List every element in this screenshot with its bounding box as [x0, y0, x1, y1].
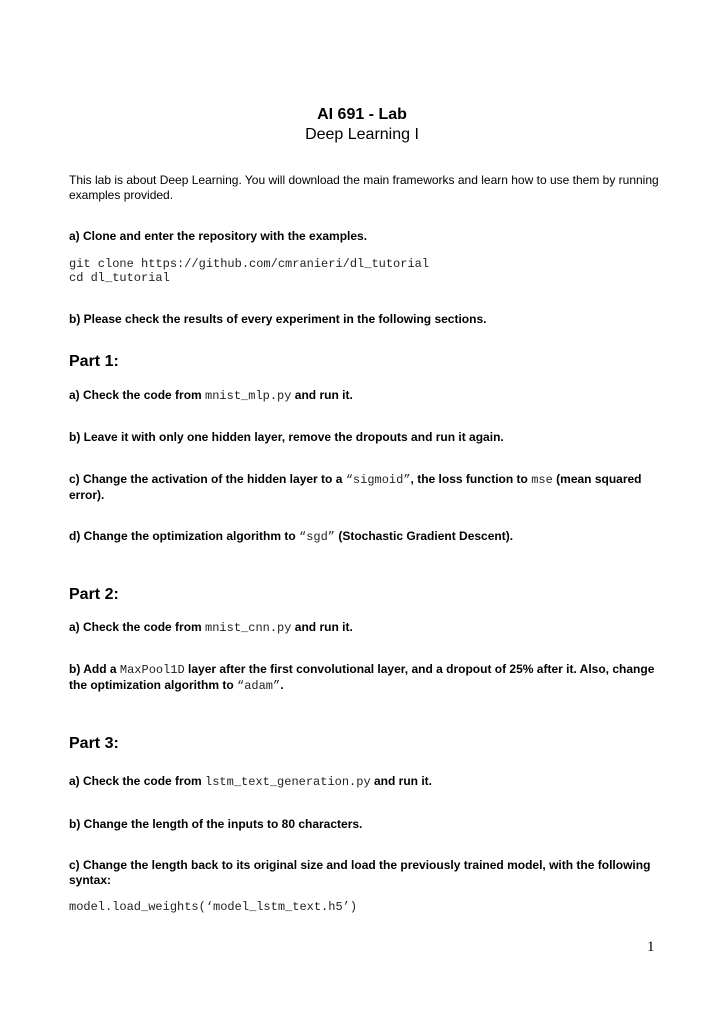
part1-c-pre: c) Change the activation of the hidden layer to a: [69, 472, 346, 486]
part1-step-b: b) Leave it with only one hidden layer, remove the dropouts and run it again.: [69, 430, 504, 444]
doc-subtitle: Deep Learning I: [305, 126, 419, 143]
page-number: 1: [647, 939, 655, 955]
part1-c-mid: , the loss function to: [410, 472, 532, 486]
part2-heading: Part 2:: [69, 586, 119, 603]
part2-step-a: [69, 620, 659, 636]
part3-a-pre: a) Check the code from: [69, 774, 206, 788]
part2-b-code1: MaxPool1D: [119, 663, 185, 677]
part1-heading: Part 1:: [69, 353, 119, 370]
part2-b-code2: “adam”: [237, 679, 281, 693]
part2-a-post: and run it.: [291, 620, 353, 634]
part1-step-d: [69, 529, 659, 545]
part1-a-post: and run it.: [291, 388, 353, 402]
part2-b-post: .: [280, 678, 284, 692]
part2-a-code: mnist_cnn.py: [205, 621, 292, 635]
part1-a-code: mnist_mlp.py: [205, 389, 292, 403]
part3-a-post: and run it.: [370, 774, 433, 788]
part1-a-pre: a) Check the code from: [69, 388, 206, 402]
part1-c-code2: mse: [531, 473, 553, 487]
intro-paragraph: This lab is about Deep Learning. You will download the main frameworks and learn how to use them by running examples provided.: [69, 173, 659, 202]
part2-a-pre: a) Check the code from: [69, 620, 206, 634]
code-line-cd: cd dl_tutorial: [69, 271, 170, 285]
setup-step-a: a) Clone and enter the repository with the examples.: [69, 229, 368, 243]
setup-step-b: b) Please check the results of every experiment in the following sections.: [69, 312, 487, 326]
part1-d-pre: d) Change the optimization algorithm to: [69, 529, 299, 543]
doc-title: AI 691 - Lab: [317, 106, 407, 123]
part1-step-c: [69, 472, 659, 503]
part1-d-code: “sgd”: [299, 530, 336, 544]
code-line-load-weights: model.load_weights(‘model_lstm_text.h5’): [69, 900, 358, 914]
part2-b-mid: layer after the first convolutional layer, and a dropout of 25% after it. Also, change the optimization algorithm to: [69, 662, 655, 692]
part3-step-b: b) Change the length of the inputs to 80 characters.: [69, 817, 363, 831]
part1-c-post: (mean squared error).: [69, 472, 642, 502]
part2-step-b: [69, 662, 659, 694]
part2-b-pre: b) Add a: [69, 662, 120, 676]
part1-d-post: (Stochastic Gradient Descent).: [335, 529, 514, 543]
part3-step-a: [69, 774, 659, 790]
part3-step-c: c) Change the length back to its original size and load the previously trained model, with the following syntax:: [69, 858, 651, 887]
part1-step-a: [69, 388, 659, 404]
code-line-clone: git clone https://github.com/cmranieri/dl_tutorial: [69, 257, 430, 271]
part3-heading: Part 3:: [69, 735, 119, 752]
part1-c-code1: “sigmoid”: [345, 473, 411, 487]
part3-a-code: lstm_text_generation.py: [205, 775, 371, 789]
